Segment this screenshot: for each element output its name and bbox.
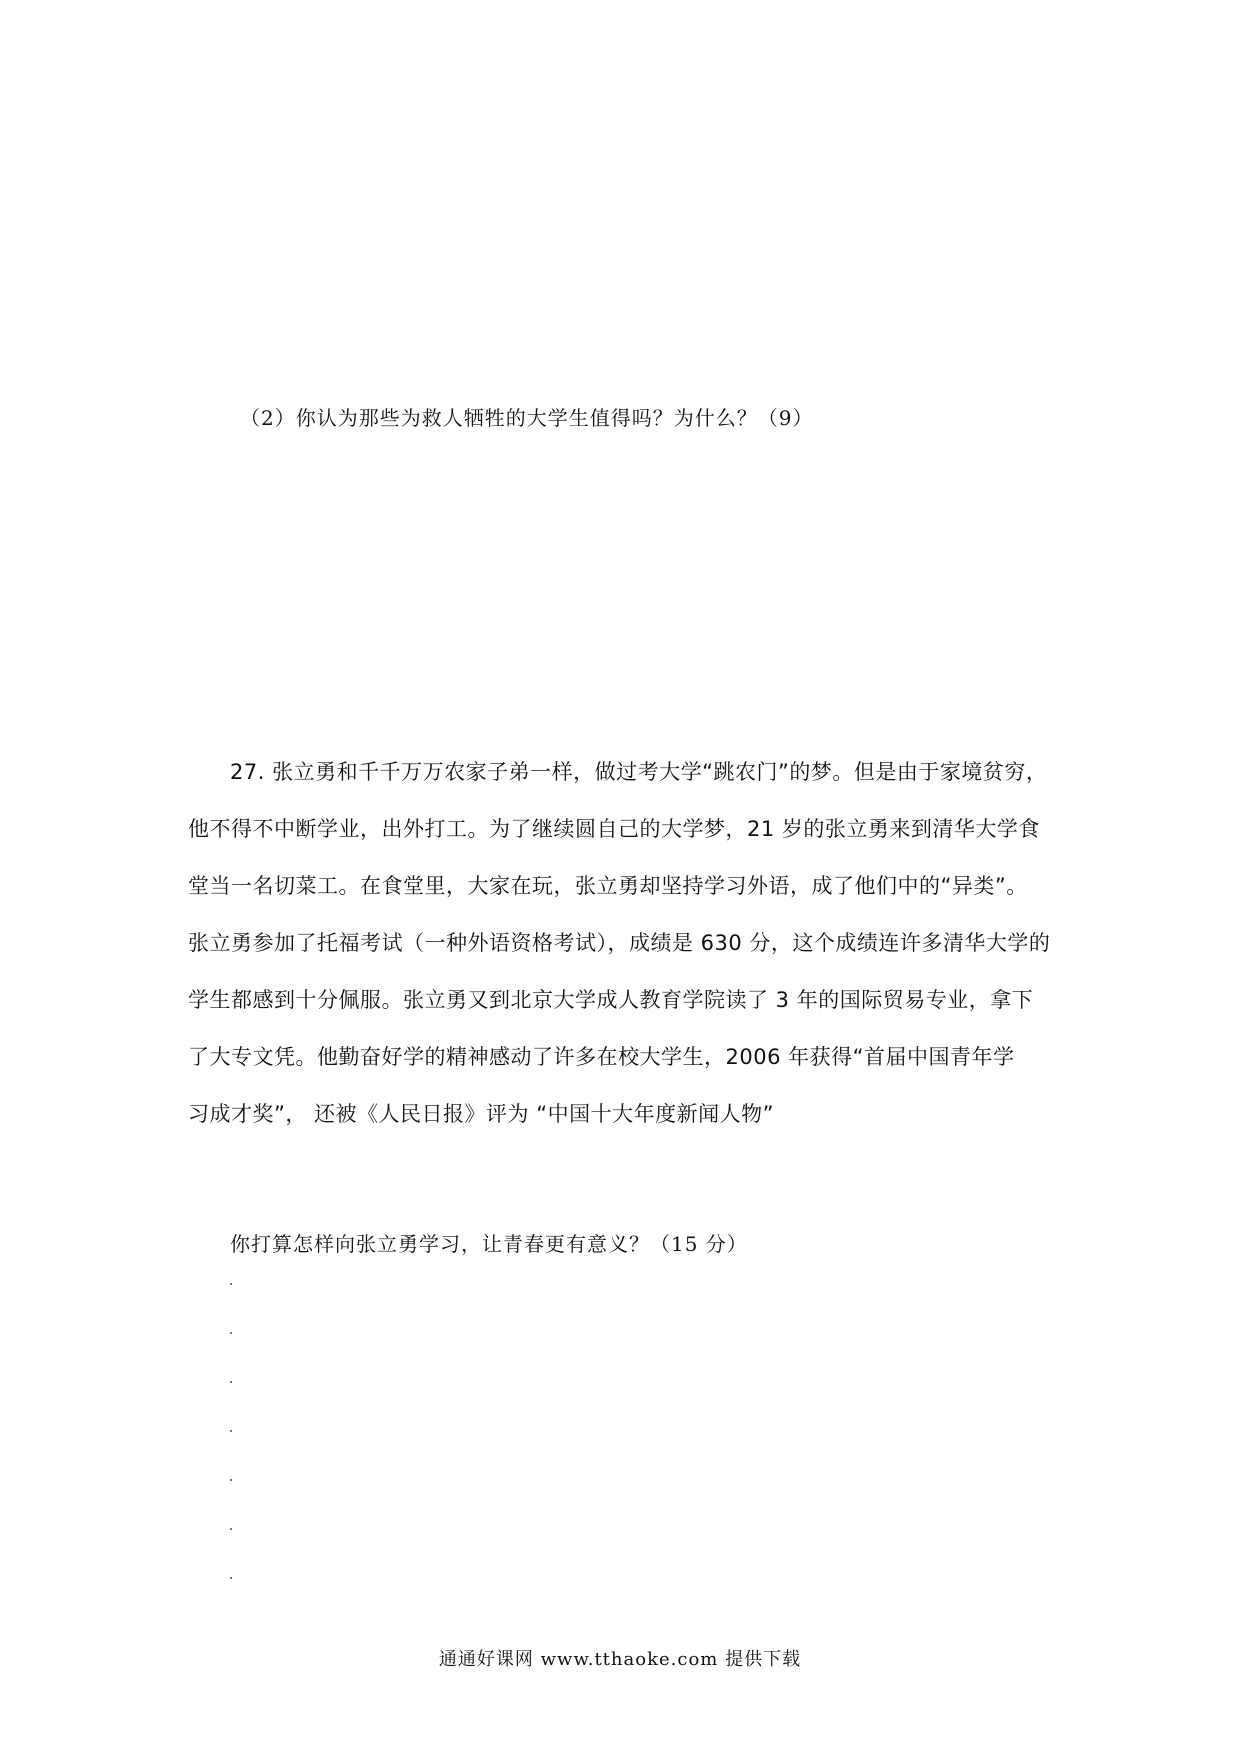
passage-line: 张立勇参加了托福考试（一种外语资格考试），成绩是 630 分，这个成绩连许多清华大学的 <box>188 931 1051 955</box>
task-question: 你打算怎样向张立勇学习，让青春更有意义？（15 分） <box>230 1232 748 1256</box>
answer-area <box>230 1283 232 1626</box>
passage-line: 堂当一名切菜工。在食堂里，大家在玩，张立勇却坚持学习外语，成了他们中的“异类”。 <box>188 874 1028 898</box>
answer-line-marker <box>230 1381 232 1383</box>
answer-line-marker <box>230 1430 232 1432</box>
passage-line: 学生都感到十分佩服。张立勇又到北京大学成人教育学院读了 3 年的国际贸易专业，拿下 <box>188 988 1034 1012</box>
question-2: （2）你认为那些为救人牺牲的大学生值得吗？为什么？（9） <box>240 406 814 430</box>
passage-line: 27. 张立勇和千千万万农家子弟一样，做过考大学“跳农门”的梦。但是由于家境贫穷， <box>230 760 1048 784</box>
answer-line-marker <box>230 1577 232 1579</box>
reading-passage <box>188 757 1058 1156</box>
answer-line-marker <box>230 1479 232 1481</box>
page-footer: 通通好课网 www.tthaoke.com 提供下载 <box>438 1649 802 1670</box>
answer-line-marker <box>230 1283 232 1285</box>
passage-line: 了大专文凭。他勤奋好学的精神感动了许多在校大学生，2006 年获得“首届中国青年学 <box>188 1045 1015 1069</box>
answer-line-marker <box>230 1332 232 1334</box>
passage-line: 习成才奖”， 还被《人民日报》评为 “中国十大年度新闻人物” <box>188 1102 774 1126</box>
passage-line: 他不得不中断学业，出外打工。为了继续圆自己的大学梦，21 岁的张立勇来到清华大学食 <box>188 817 1040 841</box>
answer-line-marker <box>230 1528 232 1530</box>
